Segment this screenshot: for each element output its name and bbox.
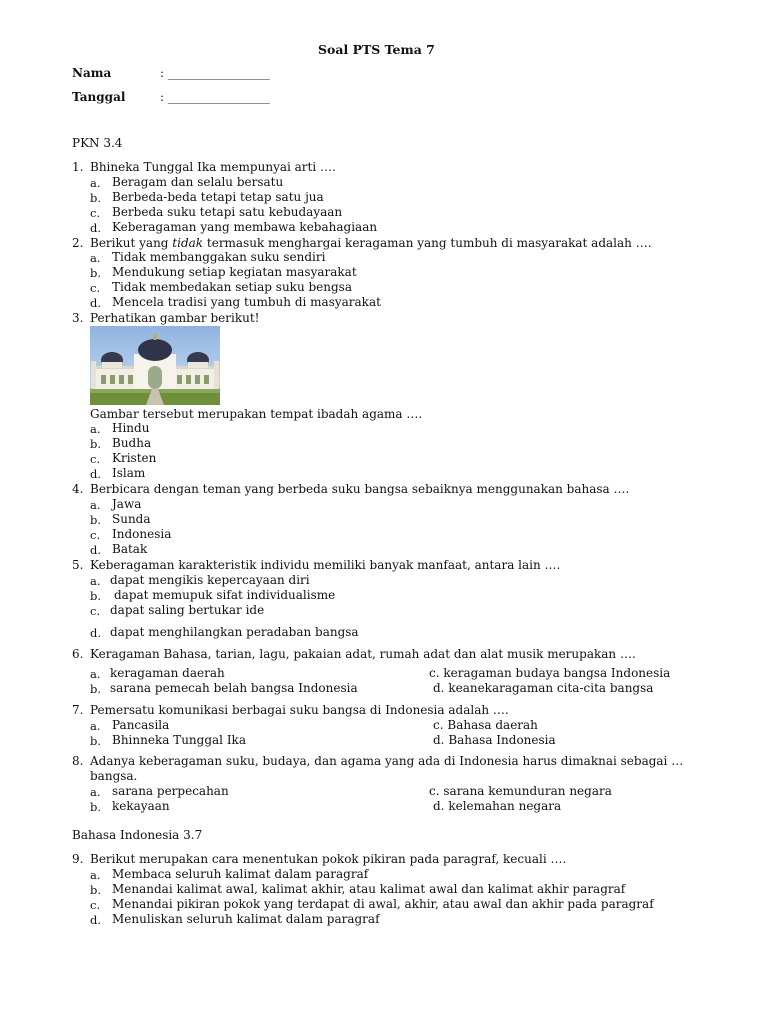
option-letter: c.: [90, 898, 101, 912]
option-text: dapat menghilangkan peradaban bangsa: [110, 625, 359, 639]
question-text-emphasis: tidak: [172, 236, 204, 250]
question-number: 7.: [72, 703, 84, 717]
option-letter: c.: [429, 666, 440, 680]
option-letter: c.: [433, 718, 444, 732]
date-blank[interactable]: : _________________: [160, 90, 270, 104]
option-text: Berbeda-beda tetapi tetap satu jua: [112, 190, 324, 204]
option-text: Berbeda suku tetapi satu kebudayaan: [112, 205, 343, 219]
option-text: Menandai pikiran pokok yang terdapat di awal, akhir, atau awal dan akhir pada paragraf: [112, 897, 654, 911]
question-number: 8.: [72, 754, 84, 768]
option-text: Jawa: [112, 497, 142, 511]
option-text: Hindu: [112, 421, 150, 435]
option-letter: c.: [90, 604, 101, 618]
name-blank[interactable]: : _________________: [160, 66, 270, 80]
option-letter: d.: [433, 681, 445, 695]
name-label: Nama: [72, 66, 112, 80]
option-letter: b.: [90, 191, 102, 205]
option-c: [433, 718, 538, 732]
option-letter: a.: [90, 574, 101, 588]
option-letter: b.: [90, 589, 102, 603]
option-text: Sunda: [112, 512, 151, 526]
question-number: 4.: [72, 482, 84, 496]
question-text: Berbicara dengan teman yang berbeda suku bangsa sebaiknya menggunakan bahasa ….: [90, 482, 630, 496]
question-text: Perhatikan gambar berikut!: [90, 311, 260, 325]
question-text: Keragaman Bahasa, tarian, lagu, pakaian adat, rumah adat dan alat musik merupakan ….: [90, 647, 636, 661]
option-letter: c.: [90, 206, 101, 220]
option-letter: a.: [90, 785, 101, 799]
option-letter: d.: [90, 296, 102, 310]
option-d: [433, 681, 653, 695]
option-text: Menandai kalimat awal, kalimat akhir, atau kalimat awal dan kalimat akhir paragraf: [112, 882, 626, 896]
option-letter: a.: [90, 251, 101, 265]
question-number: 3.: [72, 311, 84, 325]
option-letter: b.: [90, 513, 102, 527]
option-text: dapat saling bertukar ide: [110, 603, 265, 617]
option-text: Budha: [112, 436, 152, 450]
option-text: Menuliskan seluruh kalimat dalam paragraf: [112, 912, 380, 926]
option-text: keanekaragaman cita-cita bangsa: [448, 681, 654, 695]
question-text-pre: Berikut yang: [90, 236, 173, 250]
option-text: Membaca seluruh kalimat dalam paragraf: [112, 867, 369, 881]
date-label: Tanggal: [72, 90, 126, 104]
option-letter: a.: [90, 667, 101, 681]
option-text: Batak: [112, 542, 148, 556]
option-text: Kristen: [112, 451, 157, 465]
page-title: Soal PTS Tema 7: [318, 42, 435, 57]
image-caption: Gambar tersebut merupakan tempat ibadah agama ….: [90, 407, 423, 421]
option-text: Keberagaman yang membawa kebahagiaan: [112, 220, 378, 234]
option-c: [429, 784, 612, 798]
option-text: keragaman daerah: [110, 666, 225, 680]
question-text-continuation: bangsa.: [90, 769, 138, 783]
question-number: 2.: [72, 236, 84, 250]
option-text: sarana kemunduran negara: [443, 784, 612, 798]
option-letter: d.: [90, 543, 102, 557]
option-text: kelemahan negara: [448, 799, 562, 813]
section-heading-pkn: PKN 3.4: [72, 136, 123, 150]
option-letter: d.: [433, 799, 445, 813]
option-letter: a.: [90, 498, 101, 512]
option-letter: c.: [90, 528, 101, 542]
option-d: [433, 733, 556, 747]
option-text: Pancasila: [112, 718, 170, 732]
question-text: [90, 236, 652, 250]
question-number: 1.: [72, 160, 84, 174]
option-letter: b.: [90, 883, 102, 897]
option-text: Bahasa daerah: [447, 718, 538, 732]
option-text: Bahasa Indonesia: [448, 733, 556, 747]
mosque-image: [90, 326, 220, 405]
question-text: Keberagaman karakteristik individu memiliki banyak manfaat, antara lain ….: [90, 558, 561, 572]
option-letter: d.: [90, 913, 102, 927]
section-heading-bahasa-indonesia: Bahasa Indonesia 3.7: [72, 828, 203, 842]
option-letter: a.: [90, 422, 101, 436]
option-letter: c.: [90, 452, 101, 466]
option-text: Indonesia: [112, 527, 172, 541]
question-text-post: termasuk menghargai keragaman yang tumbuh di masyarakat adalah ….: [203, 236, 652, 250]
option-text: keragaman budaya bangsa Indonesia: [443, 666, 671, 680]
option-text: Beragam dan selalu bersatu: [112, 175, 284, 189]
option-letter: d.: [90, 626, 102, 640]
option-letter: b.: [90, 266, 102, 280]
option-letter: a.: [90, 176, 101, 190]
option-letter: a.: [90, 868, 101, 882]
option-text: Mencela tradisi yang tumbuh di masyarakat: [112, 295, 381, 309]
option-letter: b.: [90, 437, 102, 451]
option-c: [429, 666, 670, 680]
question-text: Adanya keberagaman suku, budaya, dan agama yang ada di Indonesia harus dimaknai sebagai …: [90, 754, 684, 768]
option-text: sarana perpecahan: [112, 784, 229, 798]
option-text: kekayaan: [112, 799, 170, 813]
option-text: Bhinneka Tunggal Ika: [112, 733, 246, 747]
option-letter: d.: [433, 733, 445, 747]
option-text: Mendukung setiap kegiatan masyarakat: [112, 265, 357, 279]
question-text: Pemersatu komunikasi berbagai suku bangsa di Indonesia adalah ….: [90, 703, 509, 717]
question-text: Bhineka Tunggal Ika mempunyai arti ….: [90, 160, 336, 174]
option-letter: d.: [90, 221, 102, 235]
option-letter: c.: [90, 281, 101, 295]
option-text: Islam: [112, 466, 146, 480]
question-number: 5.: [72, 558, 84, 572]
question-number: 9.: [72, 852, 84, 866]
option-text: dapat mengikis kepercayaan diri: [110, 573, 310, 587]
question-text: Berikut merupakan cara menentukan pokok pikiran pada paragraf, kecuali ….: [90, 852, 567, 866]
option-letter: b.: [90, 682, 102, 696]
option-letter: b.: [90, 800, 102, 814]
question-number: 6.: [72, 647, 84, 661]
option-letter: b.: [90, 734, 102, 748]
option-letter: c.: [429, 784, 440, 798]
option-text: Tidak membanggakan suku sendiri: [112, 250, 326, 264]
option-text: sarana pemecah belah bangsa Indonesia: [110, 681, 358, 695]
option-text: Tidak membedakan setiap suku bengsa: [112, 280, 352, 294]
option-letter: d.: [90, 467, 102, 481]
option-d: [433, 799, 561, 813]
option-letter: a.: [90, 719, 101, 733]
option-text: dapat memupuk sifat individualisme: [114, 588, 336, 602]
